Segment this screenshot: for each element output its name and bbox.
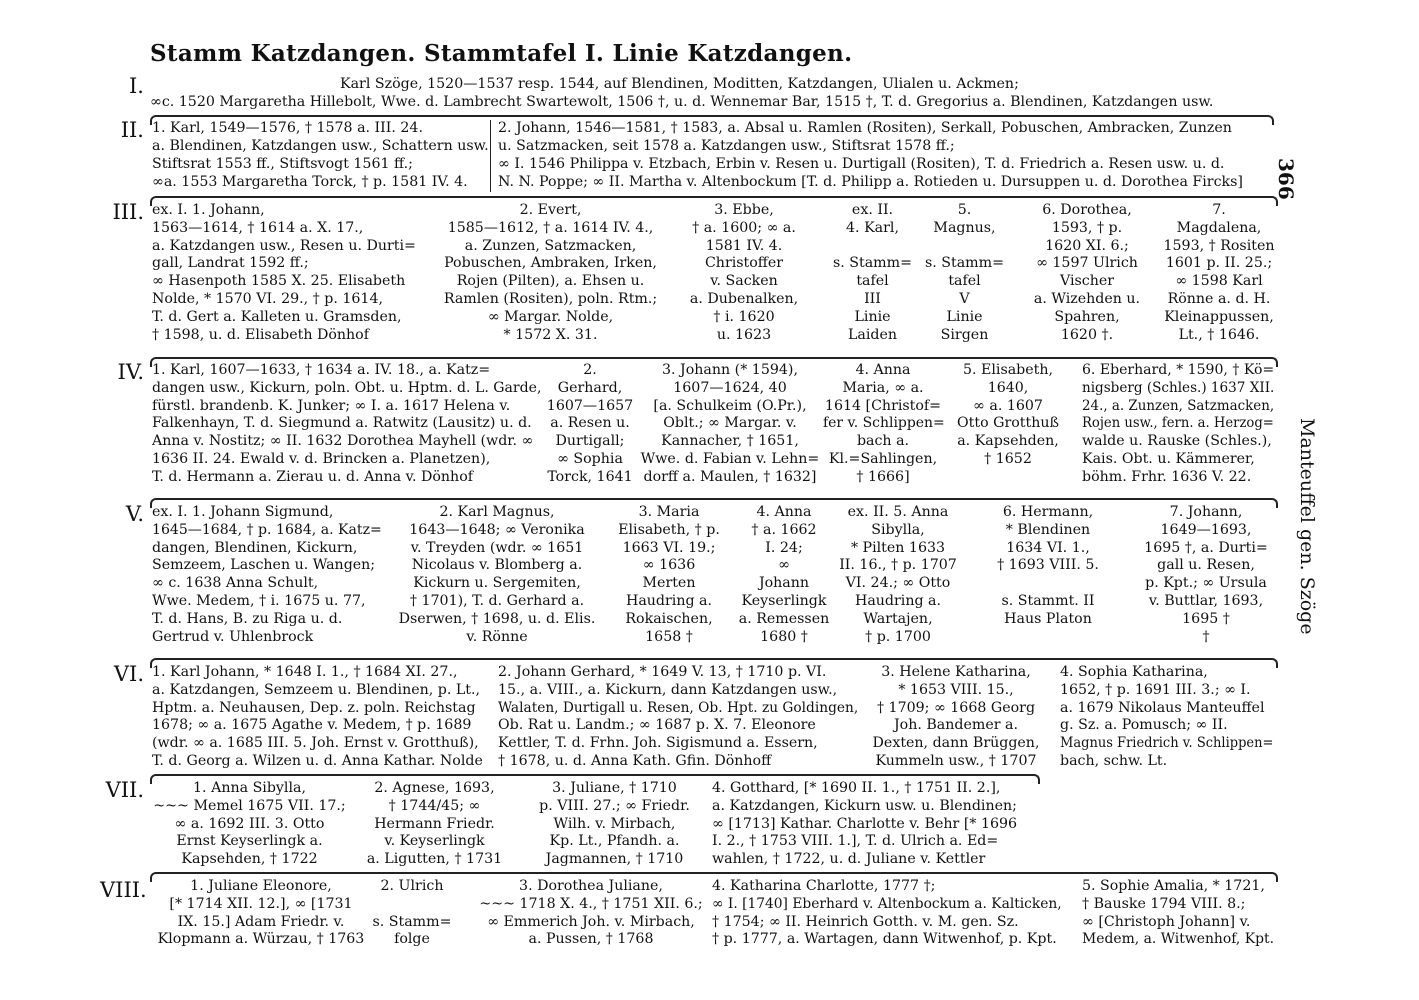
generation-numeral-IV: IV. [117, 360, 144, 384]
gen-v-child-7-line-2: 1649—1693, [1160, 521, 1252, 538]
gen-viii-child-5-line-4: Medem, a. Witwenhof, Kpt. [1082, 931, 1275, 948]
gen-iii-child-7-line-5: ∞ 1598 Karl [1175, 273, 1263, 290]
gen-v-child-2-line-8: v. Rönne [466, 628, 528, 645]
gen-vi-child-1-line-6: T. d. Georg a. Wilzen u. d. Anna Kathar. Nolde [152, 753, 483, 769]
gen-vi-child-3-line-5: Dexten, dann Brüggen, [872, 735, 1040, 752]
gen-vi-child-1-line-1: 1. Karl Johann, * 1648 I. 1., † 1684 XI. 27., [152, 664, 458, 680]
gen-iii-child-2-line-8: * 1572 X. 31. [503, 326, 598, 343]
gen-vii-child-3-line-1: 3. Juliane, † 1710 [552, 780, 677, 796]
gen-iii-child-6-line-8: 1620 †. [1060, 326, 1114, 343]
gen-iv-child-6-line-6: Kais. Obt. u. Kämmerer, [1082, 451, 1255, 467]
gen-iii-child-3-line-3: 1581 IV. 4. [705, 237, 783, 254]
gen-iv-child-3-line-1: 3. Johann (* 1594), [662, 362, 798, 378]
gen-v-child-7-line-3: 1695 †, a. Durti= [1144, 539, 1268, 556]
gen-v-child-6-line-7: Haus Platon [1004, 610, 1092, 627]
gen-v-child-7-line-4: gall u. Resen, [1157, 557, 1255, 574]
gen-iv-child-5-line-3: ∞ a. 1607 [973, 397, 1043, 414]
gen-iii-child-6-line-5: Vischer [1059, 273, 1115, 290]
gen-viii-child-5-line-2: † Bauske 1794 VIII. 8.; [1082, 895, 1246, 912]
gen-vii-child-2-line-3: Hermann Friedr. [374, 815, 495, 832]
gen-v-child-2-line-4: Nicolaus v. Blomberg a. [411, 557, 583, 574]
page-title: Stamm Katzdangen. Stammtafel I. Linie Katzdangen. [150, 40, 853, 67]
gen-iii-child-2-line-3: a. Zunzen, Satzmacken, [464, 237, 637, 254]
gen-v-child-1-line-1: ex. I. 1. Johann Sigmund, [152, 504, 334, 520]
gen-viii-child-2-line-4: folge [394, 931, 430, 948]
gen-iv-child-3-line-7: dorff a. Maulen, † 1632] [643, 468, 817, 485]
gen-vii-child-2-line-5: a. Ligutten, † 1731 [366, 851, 503, 868]
gen-vi-child-4-line-2: 1652, † p. 1691 III. 3.; ∞ I. [1060, 681, 1251, 698]
gen-iii-child-2-line-1: 2. Evert, [519, 202, 582, 218]
gen-vii-child-1-line-1: 1. Anna Sibylla, [193, 780, 306, 796]
gen-iii-child-6-line-2: 1593, † p. [1051, 219, 1123, 236]
gen-iii-child-6-line-4: ∞ 1597 Ulrich [1036, 255, 1138, 272]
gen-iv-child-1-line-7: T. d. Hermann a. Zierau u. d. Anna v. Dönhof [152, 468, 473, 485]
gen-II-child-2-line-4: N. N. Poppe; ∞ II. Martha v. Altenbockum [T. d. Philipp a. Rotieden u. Dursuppen u. d. Dorothea Fircks] [498, 174, 1243, 190]
gen-vii-child-3-line-3: Wilh. v. Mirbach, [553, 815, 676, 832]
gen-v-child-3-line-3: 1663 VI. 19.; [622, 539, 716, 556]
generation-numeral-VIII: VIII. [100, 878, 147, 902]
gen-v-child-4-line-1: 4. Anna [756, 504, 812, 520]
gen-iii-child-1-line-2: 1563—1614, † 1614 a. X. 17., [152, 219, 364, 236]
gen-vii-child-2-line-2: † 1744/45; ∞ [388, 797, 481, 814]
gen-v-child-5-line-7: Wartajen, [863, 610, 933, 627]
gen-iv-child-4-line-2: Maria, ∞ a. [842, 379, 924, 396]
gen-v-child-3-line-7: Rokaischen, [625, 610, 713, 627]
gen-II-divider [490, 120, 491, 192]
gen-vi-child-4-line-5: Magnus Friedrich v. Schlippen= [1060, 735, 1274, 752]
gen-v-child-4-line-2: † a. 1662 [751, 521, 817, 538]
gen-iii-child-3-line-5: v. Sacken [710, 273, 778, 290]
gen-v-child-4-line-8: 1680 † [760, 628, 808, 645]
gen-iv-child-4-line-3: 1614 [Christof= [824, 397, 942, 414]
gen-iv-child-4-line-4: fer v. Schlippen= [822, 415, 945, 432]
gen-v-child-3-line-8: 1658 † [645, 628, 693, 645]
gen-v-child-5-line-4: II. 16., † p. 1707 [839, 557, 957, 574]
gen-vii-child-1-line-3: ∞ a. 1692 III. 3. Otto [174, 815, 325, 832]
gen-vii-child-3-line-4: Kp. Lt., Pfandh. a. [549, 833, 680, 850]
gen-iii-child-2-line-4: Pobuschen, Ambraken, Irken, [444, 255, 657, 272]
gen-iv-child-1-line-6: 1636 II. 24. Ewald v. d. Brincken a. Planetzen), [152, 451, 491, 467]
gen-iv-child-3-line-2: 1607—1624, 40 [673, 379, 787, 396]
gen-viii-child-4-line-1: 4. Katharina Charlotte, 1777 †; [712, 878, 936, 894]
gen-I-line-2: ∞c. 1520 Margaretha Hillebolt, Wwe. d. Lambrecht Swartewolt, 1506 †, u. d. Wennemar Bar, 1515 †, T. d. Gregorius a. Blendinen, Katzdangen usw. [150, 94, 1214, 110]
gen-viii-child-2-line-3: s. Stamm= [372, 913, 452, 930]
gen-v-child-7-line-5: p. Kpt.; ∞ Ursula [1145, 575, 1267, 592]
generation-numeral-I: I. [129, 74, 144, 98]
gen-v-child-3-line-4: ∞ 1636 [642, 557, 696, 574]
gen-iv-child-2-line-2: Gerhard, [557, 379, 623, 396]
gen-v-child-6-line-3: 1634 VI. 1., [1006, 539, 1090, 556]
gen-iv-child-3-line-5: Kannacher, † 1651, [661, 433, 799, 450]
gen-viii-child-3-line-2: ~~~ 1718 X. 4., † 1751 XII. 6.; [479, 895, 703, 912]
gen-v-child-2-line-6: † 1701), T. d. Gerhard a. [409, 593, 585, 609]
gen-viii-child-4-line-3: † 1754; ∞ II. Heinrich Gotth. v. M. gen. Sz. [712, 913, 1019, 930]
gen-iv-child-4-line-7: † 1666] [856, 468, 910, 485]
generation-numeral-VI: VI. [113, 662, 144, 686]
gen-II-child-1-line-3: Stiftsrat 1553 ff., Stiftsvogt 1561 ff.; [152, 156, 413, 172]
gen-iii-child-7-line-3: 1593, † Rositen [1163, 237, 1275, 254]
gen-II-child-1-line-1: 1. Karl, 1549—1576, † 1578 a. III. 24. [152, 120, 423, 136]
gen-iii-child-1-line-6: Nolde, * 1570 VI. 29., † p. 1614, [152, 291, 383, 307]
gen-iii-child-7-line-4: 1601 p. II. 25.; [1165, 255, 1273, 272]
gen-iii-child-5-line-7: Linie [946, 308, 983, 325]
gen-vi-child-1-line-5: (wdr. ∞ a. 1685 III. 5. Joh. Ernst v. Grotthuß), [152, 735, 479, 752]
gen-v-child-5-line-8: † p. 1700 [865, 628, 931, 645]
gen-viii-child-1-line-3: IX. 15.] Adam Friedr. v. [177, 913, 345, 930]
gen-vii-child-1-line-4: Ernst Keyserlingk a. [176, 833, 323, 850]
gen-viii-child-3-line-1: 3. Dorothea Juliane, [519, 878, 663, 894]
gen-vi-child-1-line-3: Hptm. a. Neuhausen, Dep. z. poln. Reichstag [152, 699, 476, 716]
gen-iii-child-5-line-6: V [959, 291, 970, 307]
gen-viii-child-1-line-1: 1. Juliane Eleonore, [190, 878, 332, 894]
generation-numeral-V: V. [125, 502, 144, 526]
gen-v-child-4-line-7: a. Remessen [738, 610, 830, 627]
gen-v-child-5-line-5: VI. 24.; ∞ Otto [845, 575, 951, 592]
gen-v-child-5-line-1: ex. II. 5. Anna [847, 504, 949, 520]
gen-v-child-3-line-2: Elisabeth, † p. [618, 521, 720, 538]
gen-iii-child-1-line-1: ex. I. 1. Johann, [152, 202, 265, 218]
gen-vii-child-4-line-2: a. Katzdangen, Kickurn usw. u. Blendinen; [712, 797, 1017, 814]
gen-v-child-3-line-1: 3. Maria [638, 504, 700, 520]
gen-iii-child-5-line-8: Sirgen [940, 326, 989, 343]
gen-II-child-1-line-2: a. Blendinen, Katzdangen usw., Schattern usw. [152, 138, 489, 154]
gen-iii-child-2-line-7: ∞ Margar. Nolde, [487, 308, 614, 325]
gen-v-child-2-line-7: Dserwen, † 1698, u. d. Elis. [398, 610, 596, 627]
gen-vi-child-4-line-6: bach, schw. Lt. [1060, 753, 1168, 769]
gen-II-child-2-line-3: ∞ I. 1546 Philippa v. Etzbach, Erbin v. Resen u. Durtigall (Rositen), T. d. Friedrich a. Resen usw. u. d. [498, 156, 1225, 172]
gen-iv-child-3-line-3: [a. Schulkeim (O.Pr.), [653, 397, 807, 414]
gen-iii-child-7-line-1: 7. [1212, 202, 1226, 218]
gen-II-child-1-line-4: ∞a. 1553 Margaretha Torck, † p. 1581 IV. 4. [152, 174, 468, 190]
gen-vi-child-3-line-2: * 1653 VIII. 15., [898, 681, 1014, 698]
gen-viii-child-3-line-3: ∞ Emmerich Joh. v. Mirbach, [487, 913, 695, 930]
gen-iii-child-1-line-3: a. Katzdangen usw., Resen u. Durti= [152, 237, 416, 254]
gen-viii-child-4-line-4: † p. 1777, a. Wartagen, dann Witwenhof, p. Kpt. [712, 931, 1057, 948]
gen-viii-child-2-line-1: 2. Ulrich [380, 878, 444, 894]
gen-iii-child-7-line-2: Magdalena, [1176, 219, 1262, 236]
gen-iv-child-5-line-6: † 1652 [984, 451, 1032, 467]
gen-v-child-4-line-4: ∞ [778, 557, 790, 574]
gen-iv-child-5-line-5: a. Kapsehden, [957, 433, 1059, 450]
gen-vi-child-1-line-4: 1678; ∞ a. 1675 Agathe v. Medem, † p. 1689 [152, 717, 472, 734]
gen-v-child-7-line-7: 1695 † [1182, 610, 1230, 627]
gen-iii-child-6-line-6: a. Wizehden u. [1033, 291, 1141, 307]
gen-iv-child-6-line-3: 24., a. Zunzen, Satzmacken, [1082, 397, 1275, 414]
gen-vi-child-3-line-4: Joh. Bandemer a. [894, 717, 1018, 734]
gen-iii-child-6-line-7: Spahren, [1054, 308, 1120, 325]
gen-iii-child-4-line-7: Linie [854, 308, 891, 325]
gen-v-child-1-line-8: Gertrud v. Uhlenbrock [152, 628, 314, 645]
gen-vii-child-1-line-5: Kapsehden, † 1722 [181, 851, 318, 868]
gen-iv-child-2-line-1: 2. [583, 362, 597, 378]
gen-v-child-5-line-3: * Pilten 1633 [850, 539, 946, 556]
gen-I-line-1: Karl Szöge, 1520—1537 resp. 1544, auf Blendinen, Moditten, Katzdangen, Ulialen u. Ackmen; [340, 76, 1019, 92]
gen-iv-child-6-line-7: böhm. Frhr. 1636 V. 22. [1082, 468, 1252, 485]
gen-iv-child-6-line-5: walde u. Rauske (Schles.), [1082, 433, 1272, 450]
gen-iii-child-3-line-8: u. 1623 [716, 326, 772, 343]
side-family-title: Manteuffel gen. Szöge [1296, 418, 1318, 635]
gen-iii-child-1-line-7: T. d. Gert a. Kalleten u. Gramsden, [152, 308, 402, 325]
gen-vi-child-2-line-5: Kettler, T. d. Frhn. Joh. Sigismund a. Essern, [498, 735, 818, 752]
gen-iii-child-3-line-1: 3. Ebbe, [714, 202, 774, 218]
gen-v-child-2-line-5: Kickurn u. Sergemiten, [413, 575, 581, 592]
gen-iii-child-7-line-8: Lt., † 1646. [1178, 326, 1260, 343]
gen-II-child-2-line-2: u. Satzmacken, seit 1578 a. Katzdangen usw., Stiftsrat 1578 ff.; [498, 138, 955, 154]
gen-iv-child-1-line-2: dangen usw., Kickurn, poln. Obt. u. Hptm. d. L. Garde, [152, 379, 542, 396]
generation-numeral-III: III. [112, 200, 144, 224]
gen-iv-child-6-line-4: Rojen usw., fern. a. Herzog= [1082, 415, 1274, 432]
gen-iii-child-4-line-5: tafel [856, 273, 889, 290]
gen-v-child-7-line-6: v. Buttlar, 1693, [1148, 593, 1264, 609]
gen-iv-child-5-line-4: Otto Grotthuß [957, 415, 1059, 432]
gen-v-child-3-line-5: Merten [642, 575, 696, 592]
gen-v-child-6-line-6: s. Stammt. II [1001, 593, 1095, 609]
gen-iv-child-4-line-5: bach a. [856, 433, 910, 450]
gen-iv-child-5-line-2: 1640, [987, 379, 1029, 396]
gen-vii-child-4-line-5: wahlen, † 1722, u. d. Juliane v. Kettler [712, 851, 986, 868]
gen-iv-child-3-line-4: Oblt.; ∞ Margar. v. [663, 415, 797, 432]
gen-viii-child-4-line-2: ∞ I. [1740] Eberhard v. Altenbockum a. Kalticken, [712, 895, 1062, 912]
gen-iv-child-6-line-2: nigsberg (Schles.) 1637 XII. [1082, 379, 1275, 396]
gen-iii-child-3-line-2: † a. 1600; ∞ a. [692, 219, 796, 236]
gen-v-child-2-line-2: 1643—1648; ∞ Veronika [409, 521, 585, 538]
gen-iii-child-4-line-8: Laiden [847, 326, 898, 343]
gen-vii-child-1-line-2: ~~~ Memel 1675 VII. 17.; [153, 797, 346, 814]
gen-iii-child-5-line-2: Magnus, [933, 219, 996, 236]
gen-iii-child-3-line-6: a. Dubenalken, [689, 291, 799, 307]
gen-v-child-5-line-6: Haudring a. [854, 593, 942, 609]
gen-vi-child-4-line-1: 4. Sophia Katharina, [1060, 664, 1208, 680]
gen-vi-child-4-line-4: g. Sz. a. Pomusch; ∞ II. [1060, 717, 1228, 734]
gen-iv-child-2-line-4: a. Resen u. [550, 415, 630, 432]
gen-iv-child-2-line-7: Torck, 1641 [547, 468, 633, 485]
gen-vi-child-3-line-1: 3. Helene Katharina, [881, 664, 1031, 680]
gen-vii-child-2-line-4: v. Keyserlingk [384, 833, 485, 850]
gen-iii-child-1-line-8: † 1598, u. d. Elisabeth Dönhof [152, 326, 369, 343]
gen-viii-child-1-line-2: [* 1714 XII. 12.], ∞ [1731 [169, 895, 353, 912]
gen-vi-child-3-line-6: Kummeln usw., † 1707 [875, 753, 1037, 769]
gen-iv-child-4-line-6: Kl.=Sahlingen, [828, 451, 938, 467]
gen-vii-child-3-line-5: Jagmannen, † 1710 [545, 851, 684, 868]
gen-vi-child-2-line-4: Ob. Rat u. Landm.; ∞ 1687 p. X. 7. Eleonore [498, 717, 816, 734]
gen-iii-child-3-line-7: † i. 1620 [713, 308, 775, 325]
gen-v-child-3-line-6: Haudring a. [625, 593, 713, 609]
gen-v-child-4-line-5: Johann [758, 575, 810, 592]
gen-iii-child-6-line-3: 1620 XI. 6.; [1045, 237, 1129, 254]
gen-iii-child-2-line-6: Ramlen (Rositen), poln. Rtm.; [443, 291, 658, 307]
gen-iii-child-4-line-2: 4. Karl, [846, 219, 899, 236]
gen-vi-child-1-line-2: a. Katzdangen, Semzeem u. Blendinen, p. Lt., [152, 681, 481, 698]
generation-numeral-VII: VII. [105, 778, 144, 802]
gen-v-child-1-line-6: Wwe. Medem, † i. 1675 u. 77, [152, 593, 366, 609]
gen-iii-child-5-line-1: 5. [957, 202, 972, 218]
gen-v-child-2-line-1: 2. Karl Magnus, [439, 504, 555, 520]
gen-iii-child-3-line-4: Christoffer [704, 255, 784, 272]
gen-iii-child-4-line-1: ex. II. [851, 202, 894, 218]
gen-v-child-4-line-3: I. 24; [765, 539, 803, 556]
gen-vi-child-3-line-3: † 1709; ∞ 1668 Georg [876, 699, 1036, 716]
gen-viii-child-5-line-3: ∞ [Christoph Johann] v. [1082, 913, 1251, 930]
gen-v-child-6-line-2: * Blendinen [1005, 521, 1091, 538]
gen-II-child-2-line-1: 2. Johann, 1546—1581, † 1583, a. Absal u. Ramlen (Rositen), Serkall, Pobuschen, Ambracken, Zunzen [498, 120, 1232, 136]
gen-iv-child-2-line-5: Durtigall; [555, 433, 625, 450]
gen-iii-child-7-line-7: Kleinappussen, [1164, 308, 1274, 325]
gen-iii-child-2-line-5: Rojen (Pilten), a. Ehsen u. [456, 273, 645, 290]
gen-v-child-6-line-1: 6. Hermann, [1002, 504, 1094, 520]
gen-v-child-2-line-3: v. Treyden (wdr. ∞ 1651 [410, 539, 584, 556]
gen-v-child-1-line-2: 1645—1684, † p. 1684, a. Katz= [152, 521, 382, 538]
gen-v-child-1-line-4: Semzeem, Laschen u. Wangen; [152, 557, 376, 574]
gen-iii-child-5-line-5: tafel [948, 273, 981, 290]
gen-vi-child-4-line-3: a. 1679 Nikolaus Manteuffel [1060, 699, 1265, 716]
gen-iv-child-1-line-1: 1. Karl, 1607—1633, † 1634 a. IV. 18., a. Katz= [152, 362, 491, 378]
gen-iii-child-5-line-4: s. Stamm= [925, 255, 1004, 272]
gen-iv-child-1-line-5: Anna v. Nostitz; ∞ II. 1632 Dorothea Mayhell (wdr. ∞ [152, 433, 534, 450]
gen-viii-child-1-line-4: Klopmann a. Würzau, † 1763 [157, 931, 365, 948]
gen-vi-child-2-line-3: Walaten, Durtigall u. Resen, Ob. Hpt. zu Goldingen, [498, 699, 859, 716]
gen-vii-child-3-line-2: p. VIII. 27.; ∞ Friedr. [539, 797, 690, 814]
gen-vii-child-4-line-4: I. 2., † 1753 VIII. 1.], T. d. Ulrich a. Ed= [712, 833, 999, 850]
gen-iv-child-1-line-4: Falkenhayn, T. d. Siegmund a. Ratwitz (Lausitz) u. d. [152, 415, 532, 432]
gen-iv-child-4-line-1: 4. Anna [855, 362, 911, 378]
gen-vi-child-2-line-1: 2. Johann Gerhard, * 1649 V. 13, † 1710 p. VI. [498, 664, 827, 680]
page-number: 366 [1274, 158, 1298, 200]
gen-iii-child-6-line-1: 6. Dorothea, [1042, 202, 1132, 218]
gen-iii-child-1-line-5: ∞ Hasenpoth 1585 X. 25. Elisabeth [152, 273, 406, 290]
gen-v-child-5-line-2: Sibylla, [871, 521, 925, 538]
gen-iii-child-2-line-2: 1585—1612, † a. 1614 IV. 4., [447, 219, 654, 236]
gen-iii-child-7-line-6: Rönne a. d. H. [1167, 291, 1271, 307]
gen-v-child-6-line-4: † 1693 VIII. 5. [997, 557, 1099, 574]
gen-v-child-4-line-6: Keyserlingk [741, 593, 827, 609]
gen-vi-child-2-line-6: † 1678, u. d. Anna Kath. Gfin. Dönhoff [498, 753, 772, 769]
gen-vii-child-2-line-1: 2. Agnese, 1693, [374, 780, 495, 796]
gen-iv-child-2-line-3: 1607—1657 [546, 397, 634, 414]
gen-v-child-1-line-3: dangen, Blendinen, Kickurn, [152, 539, 358, 556]
gen-iii-child-1-line-4: gall, Landrat 1592 ff.; [152, 255, 309, 272]
gen-v-child-7-line-8: † [1202, 628, 1210, 645]
gen-iii-child-4-line-4: s. Stamm= [833, 255, 912, 272]
gen-vii-child-4-line-3: ∞ [1713] Kathar. Charlotte v. Behr [* 1696 [712, 815, 1018, 832]
gen-iii-child-4-line-6: III [864, 291, 881, 307]
gen-iv-child-5-line-1: 5. Elisabeth, [962, 362, 1054, 378]
gen-iv-child-6-line-1: 6. Eberhard, * 1590, † Kö= [1082, 362, 1275, 378]
gen-vii-child-4-line-1: 4. Gotthard, [* 1690 II. 1., † 1751 II. 2.], [712, 780, 1001, 796]
gen-v-child-1-line-5: ∞ c. 1638 Anna Schult, [152, 575, 319, 592]
gen-viii-child-3-line-4: a. Pussen, † 1768 [528, 931, 654, 948]
gen-v-child-1-line-7: T. d. Hans, B. zu Riga u. d. [152, 610, 343, 627]
gen-vi-child-2-line-2: 15., a. VIII., a. Kickurn, dann Katzdangen usw., [498, 681, 838, 698]
gen-iv-child-2-line-6: ∞ Sophia [557, 451, 623, 467]
gen-v-child-7-line-1: 7. Johann, [1169, 504, 1243, 520]
generation-numeral-II: II. [120, 118, 144, 142]
gen-viii-child-5-line-1: 5. Sophie Amalia, * 1721, [1082, 878, 1265, 894]
gen-iv-child-1-line-3: fürstl. brandenb. K. Junker; ∞ I. a. 1617 Helena v. [152, 397, 511, 414]
gen-iv-child-3-line-6: Wwe. d. Fabian v. Lehn= [640, 451, 820, 467]
